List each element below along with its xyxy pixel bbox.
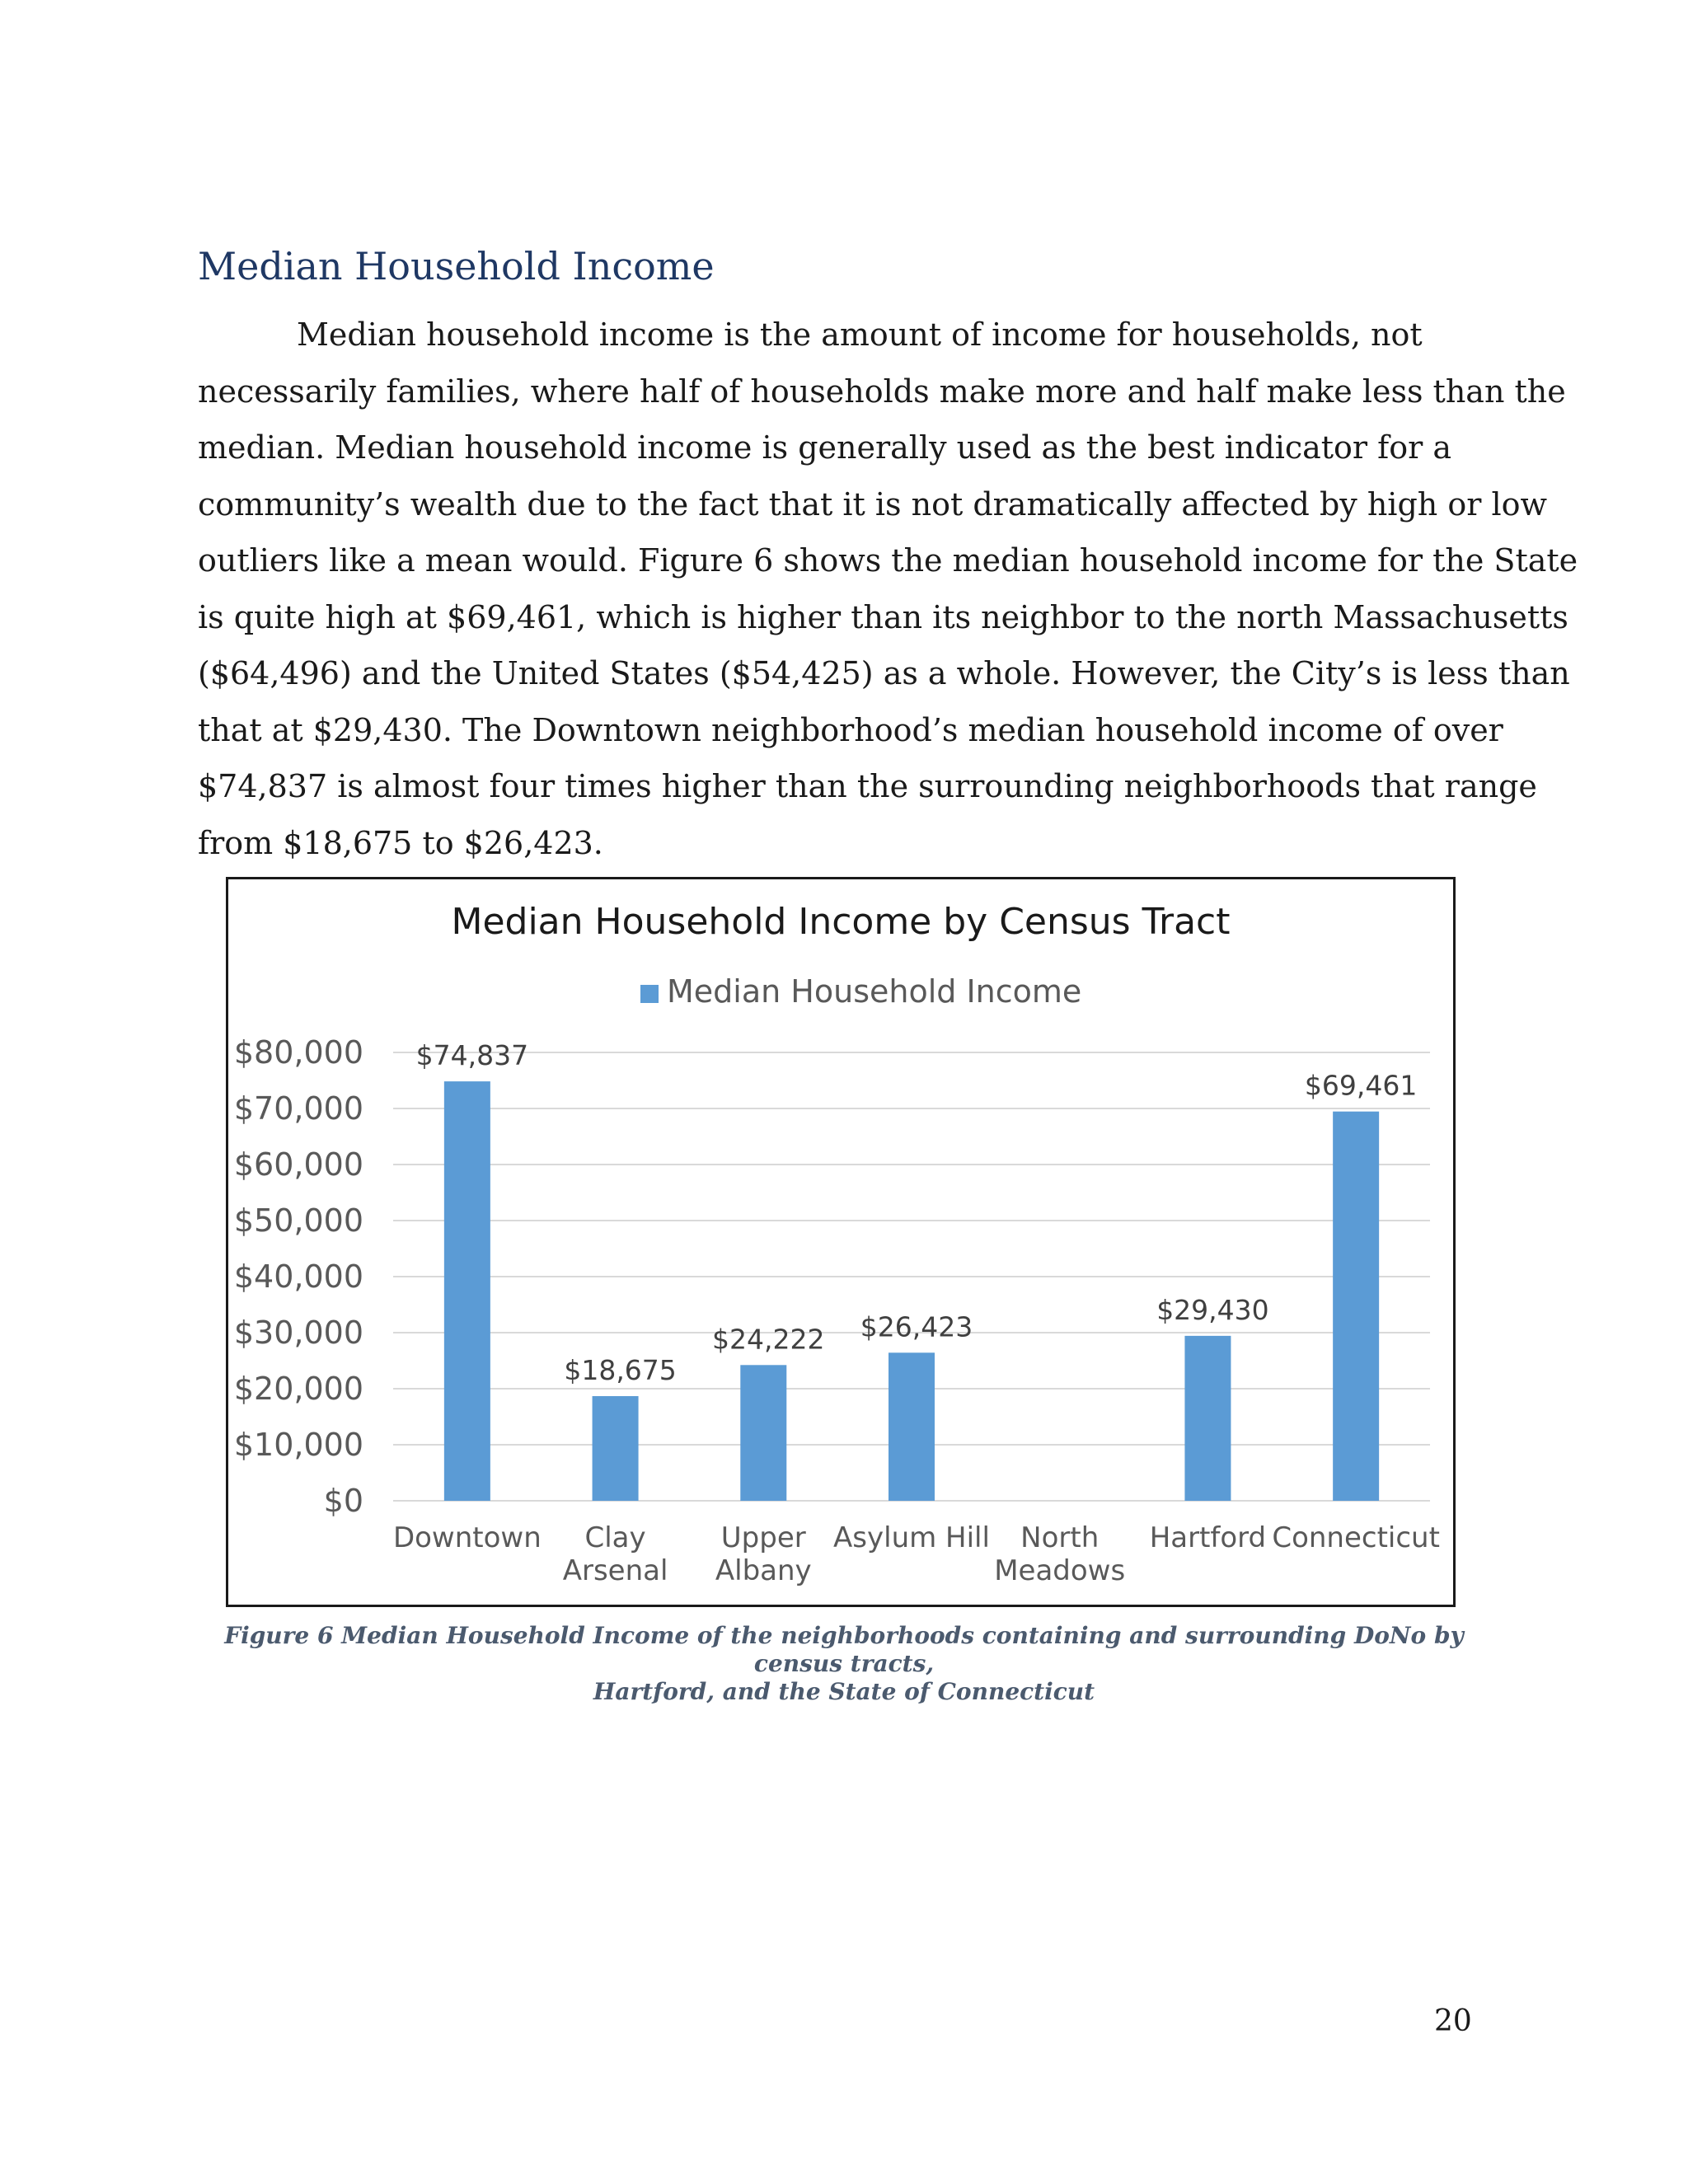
x-tick-label: Upper (720, 1521, 806, 1554)
bar (1333, 1112, 1379, 1501)
paragraph-line: community’s wealth due to the fact that it is not dramatically affected by high or low (198, 485, 1548, 523)
x-tick-label: Downtown (392, 1521, 542, 1554)
bar (444, 1081, 490, 1501)
page-number: 20 (1434, 2004, 1472, 2038)
paragraph-line: from $18,675 to $26,423. (198, 824, 603, 861)
data-label: $18,675 (564, 1354, 677, 1387)
x-axis-labels (393, 1521, 1440, 1587)
y-tick-label: $10,000 (233, 1427, 363, 1463)
caption-line: Figure 6 Median Household Income of the neighborhoods containing and surrounding DoNo by census tracts, (224, 1622, 1464, 1677)
figure-caption (198, 1622, 1490, 1706)
x-tick-label: Albany (715, 1554, 812, 1587)
y-tick-label: $40,000 (233, 1258, 363, 1295)
x-tick-label: Clay (584, 1521, 646, 1554)
chart-frame (226, 877, 1456, 1607)
paragraph-line: Median household income is the amount of income for households, not (297, 316, 1423, 353)
bar-chart (228, 879, 1453, 1605)
caption-line: Hartford, and the State of Connecticut (593, 1678, 1095, 1705)
paragraph-line: necessarily families, where half of households make more and half make less than the (198, 373, 1566, 410)
y-tick-label: $20,000 (233, 1371, 363, 1407)
y-tick-label: $0 (323, 1483, 363, 1519)
x-tick-label: Meadows (994, 1554, 1126, 1587)
section-heading: Median Household Income (198, 244, 715, 288)
y-tick-label: $80,000 (233, 1034, 363, 1071)
data-label: $74,837 (415, 1039, 529, 1072)
chart-title: Median Household Income by Census Tract (451, 901, 1231, 943)
paragraph-line: median. Median household income is generally used as the best indicator for a (198, 429, 1452, 466)
paragraph-line: that at $29,430. The Downtown neighborhood’s median household income of over (198, 711, 1503, 748)
x-tick-label: North (1020, 1521, 1100, 1554)
paragraph-line: is quite high at $69,461, which is higher than its neighbor to the north Massachusetts (198, 598, 1568, 635)
x-tick-label: Hartford (1149, 1521, 1267, 1554)
bars (444, 1081, 1379, 1501)
legend-swatch (640, 985, 659, 1003)
legend-label: Median Household Income (667, 973, 1082, 1010)
paragraph-line: outliers like a mean would. Figure 6 shows the median household income for the State (198, 542, 1578, 579)
chart-legend (640, 973, 1081, 1010)
bar (740, 1365, 786, 1501)
x-tick-label: Asylum Hill (833, 1521, 990, 1554)
data-label: $24,222 (712, 1323, 825, 1356)
data-label: $26,423 (860, 1310, 973, 1343)
y-axis-ticks (234, 1034, 363, 1519)
x-tick-label: Arsenal (562, 1554, 668, 1587)
body-paragraph (198, 307, 1578, 871)
paragraph-line: ($64,496) and the United States ($54,425) as a whole. However, the City’s is less than (198, 655, 1570, 691)
paragraph-line: $74,837 is almost four times higher than the surrounding neighborhoods that range (198, 768, 1537, 804)
y-tick-label: $60,000 (233, 1146, 363, 1183)
data-label: $69,461 (1304, 1069, 1418, 1102)
y-tick-label: $50,000 (233, 1202, 363, 1239)
y-tick-label: $30,000 (233, 1315, 363, 1351)
x-tick-label: Connecticut (1272, 1521, 1440, 1554)
bar (889, 1352, 935, 1501)
bar (593, 1396, 639, 1501)
y-tick-label: $70,000 (233, 1090, 363, 1127)
data-labels (416, 1039, 1418, 1386)
bar (1184, 1336, 1231, 1501)
data-label: $29,430 (1156, 1293, 1269, 1326)
